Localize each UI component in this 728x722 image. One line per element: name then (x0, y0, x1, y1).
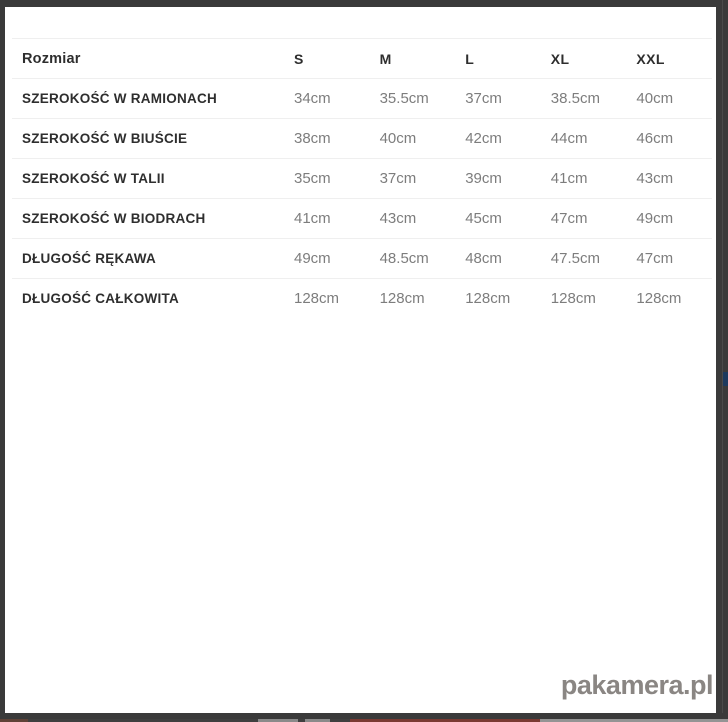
cell-value: 37cm (465, 90, 502, 107)
row-label: SZEROKOŚĆ W BIUŚCIE (22, 131, 188, 146)
cell-value: 35cm (294, 170, 331, 187)
cell-value: 128cm (379, 290, 425, 307)
pakamera-watermark: pakamera.pl (560, 670, 713, 700)
cell-value: 49cm (636, 210, 674, 227)
cell-value: 45cm (465, 210, 502, 227)
cell-value: 128cm (465, 290, 511, 307)
edge-fragment (723, 372, 728, 386)
cell-value: 40cm (636, 90, 674, 107)
table-row-bust-width (12, 118, 712, 158)
cell-value: 46cm (636, 130, 674, 147)
frame-right-bar (716, 0, 728, 713)
column-header-xl: XL (550, 50, 570, 67)
cell-value: 44cm (550, 130, 588, 147)
cell-value: 37cm (379, 170, 417, 187)
cell-value: 47cm (636, 250, 674, 267)
row-label: SZEROKOŚĆ W TALII (22, 171, 165, 186)
cell-value: 49cm (294, 250, 331, 267)
row-label: DŁUGOŚĆ RĘKAWA (22, 251, 157, 266)
cell-value: 42cm (465, 130, 502, 147)
column-header-s: S (294, 50, 304, 67)
cell-value: 39cm (465, 170, 502, 187)
column-header-l: L (465, 50, 475, 67)
cell-value: 43cm (379, 210, 417, 227)
frame-right-seam (722, 0, 723, 713)
cell-value: 43cm (636, 170, 674, 187)
table-header-row (12, 38, 712, 78)
table-row-total-length (12, 278, 712, 318)
cell-value: 41cm (294, 210, 331, 227)
cell-value: 40cm (379, 130, 417, 147)
column-header-rozmiar: Rozmiar (22, 50, 81, 67)
cell-value: 34cm (294, 90, 331, 107)
cell-value: 128cm (550, 290, 596, 307)
frame-top-bar (0, 0, 728, 7)
column-header-m: M (379, 50, 392, 67)
cell-value: 47.5cm (550, 250, 600, 267)
cell-value: 47cm (550, 210, 588, 227)
cell-value: 38.5cm (550, 90, 600, 107)
cell-value: 35.5cm (379, 90, 429, 107)
row-label: DŁUGOŚĆ CAŁKOWITA (22, 291, 179, 306)
content-area (5, 7, 716, 713)
cell-value: 38cm (294, 130, 331, 147)
table-row-shoulder-width (12, 78, 712, 118)
cell-value: 48.5cm (379, 250, 429, 267)
cell-value: 41cm (550, 170, 588, 187)
table-row-sleeve-length (12, 238, 712, 278)
table-row-waist-width (12, 158, 712, 198)
size-table (12, 38, 712, 318)
table-row-hip-width (12, 198, 712, 238)
cell-value: 128cm (294, 290, 340, 307)
row-label: SZEROKOŚĆ W BIODRACH (22, 211, 206, 226)
cell-value: 48cm (465, 250, 502, 267)
column-header-xxl: XXL (636, 50, 665, 67)
cell-value: 128cm (636, 290, 682, 307)
row-label: SZEROKOŚĆ W RAMIONACH (22, 91, 217, 106)
